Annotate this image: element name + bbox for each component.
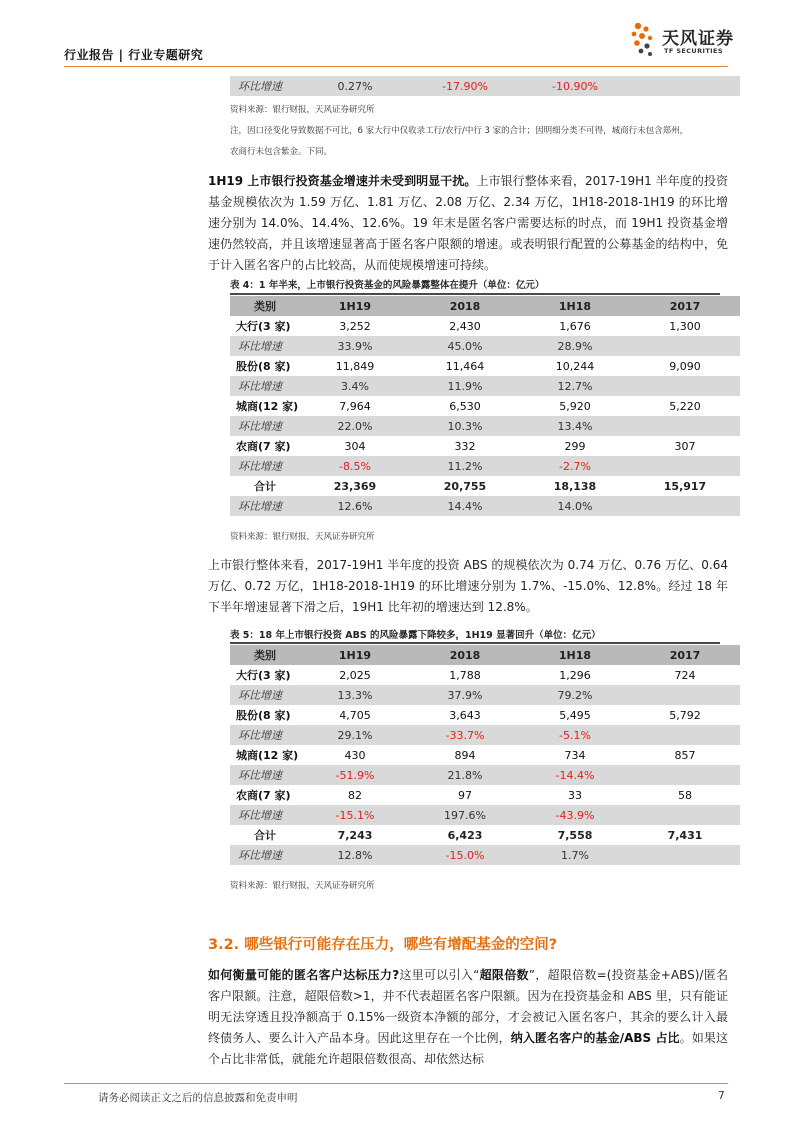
table4-cell: 10,244 (520, 356, 630, 376)
table4-cell: 3.4% (300, 376, 410, 396)
table4-cell: 299 (520, 436, 630, 456)
paragraph-abs-growth: 上市银行整体来看，2017-19H1 半年度的投资 ABS 的规模依次为 0.74 万亿、0.76 万亿、0.64 万亿、0.72 万亿，1H18-2018-1H19 的环比增速分别为 1.7%、-15.0%、12.8%。经过 18 年下半年增速显著下滑之后，19H1 比年初的增速达到 12.8%。 (208, 558, 728, 614)
table4-cell: 332 (410, 436, 520, 456)
table4-row-label: 环比增速 (230, 416, 300, 436)
table4-row-label: 农商(7 家) (230, 436, 300, 456)
table5-cell: 1,296 (520, 665, 630, 685)
table4-row-label: 环比增速 (230, 376, 300, 396)
table5-cell (630, 685, 740, 705)
table4-row-label: 环比增速 (230, 456, 300, 476)
table5-cell: 37.9% (410, 685, 520, 705)
table-cell (630, 76, 740, 96)
table4-cell: 20,755 (443, 479, 487, 493)
paragraph3-lead: 如何衡量可能的匿名客户达标压力? (208, 968, 400, 982)
table4-cell: 5,920 (520, 396, 630, 416)
table5-caption: 表 5：18 年上市银行投资 ABS 的风险暴露下降较多，1H19 显著回升（单位：亿元） (230, 630, 601, 641)
table5-row (230, 805, 740, 825)
table5-cell: 857 (630, 745, 740, 765)
table4-cell: 304 (300, 436, 410, 456)
table5-header-cell: 类别 (230, 645, 300, 665)
table5-cell: 1,788 (410, 665, 520, 685)
source-note-top: 资料来源：银行财报，天风证券研究所 (230, 105, 375, 115)
table4-source: 资料来源：银行财报，天风证券研究所 (230, 532, 375, 542)
table5-cell: 21.8% (410, 765, 520, 785)
paragraph3-text-1: 这里可以引入“ (399, 968, 480, 982)
table5-row-label: 环比增速 (230, 725, 300, 745)
paragraph3-term: 超限倍数 (479, 968, 529, 982)
table5-header-cell: 2018 (410, 645, 520, 665)
table-cell: -17.90% (410, 76, 520, 96)
table4-row-label: 合计 (254, 480, 276, 493)
table4-row (230, 436, 740, 456)
table4-row-label: 城商(12 家) (230, 396, 300, 416)
table4-row (230, 476, 740, 496)
table5-cell: -33.7% (410, 725, 520, 745)
table4-cell: 5,220 (630, 396, 740, 416)
table4-cell: 11.9% (410, 376, 520, 396)
table4-row (230, 376, 740, 396)
paragraph3-text-2: ”，超限倍数=(投资基金+ABS)/匿名客户限额。注意，超限倍数>1，并不代表超匿名客户限额。因为在投资基金和 ABS 里，只有能证明无法穿透且投净额高于 0.15%一级资本净额的部分，才会被记入匿名客户，其余的要么计入最终债务人、要么计入产品本身。因此这里存在一个比例， (208, 968, 728, 1045)
table4-cell: 7,964 (300, 396, 410, 416)
table5-top-rule (230, 642, 720, 644)
table4-row (230, 496, 740, 516)
table4-row-label: 环比增速 (230, 336, 300, 356)
table4-cell: 3,252 (300, 316, 410, 336)
table5-cell: -15.0% (410, 845, 520, 865)
table5-row-label: 环比增速 (230, 765, 300, 785)
table5-cell: 1.7% (520, 845, 630, 865)
table4-cell: 1,300 (630, 316, 740, 336)
footer-divider (64, 1083, 728, 1084)
table4-cell: 45.0% (410, 336, 520, 356)
table5-header-cell: 2017 (630, 645, 740, 665)
paragraph3-emphasis: 纳入匿名客户的基金/ABS 占比 (510, 1031, 680, 1045)
table5-source: 资料来源：银行财报，天风证券研究所 (230, 881, 375, 891)
table4-cell: 18,138 (553, 479, 597, 493)
table4-cell: 11,849 (300, 356, 410, 376)
table5-cell: -5.1% (520, 725, 630, 745)
table5-cell: 3,643 (410, 705, 520, 725)
table5-cell: 97 (410, 785, 520, 805)
table5-cell: 2,025 (300, 665, 410, 685)
table5-row-label: 股份(8 家) (230, 705, 300, 725)
table4-cell (630, 376, 740, 396)
table5-row-label: 城商(12 家) (230, 745, 300, 765)
table5-row (230, 705, 740, 725)
paragraph-fund-growth (208, 171, 728, 276)
table-row (230, 76, 740, 96)
table5-cell: 894 (410, 745, 520, 765)
header-divider (64, 66, 728, 67)
table5-row (230, 825, 740, 845)
logo-name: 天风证券 (662, 29, 734, 49)
table5-row-label: 农商(7 家) (230, 785, 300, 805)
section-title: 3.2. 哪些银行可能存在压力，哪些有增配基金的空间? (208, 937, 558, 953)
table4-row (230, 456, 740, 476)
table4-cell: 11,464 (410, 356, 520, 376)
table5-header-row (230, 645, 740, 665)
table5-cell: 6,423 (447, 828, 483, 842)
table5-header-cell: 1H19 (300, 645, 410, 665)
table5-cell: 33 (520, 785, 630, 805)
table5-cell: 7,243 (337, 828, 373, 842)
table4-row (230, 416, 740, 436)
table5-cell: 197.6% (410, 805, 520, 825)
table4-cell: 11.2% (410, 456, 520, 476)
table4-header-cell: 2017 (630, 296, 740, 316)
paragraph-lead: 1H19 上市银行投资基金增速并未受到明显干扰。 (208, 174, 477, 188)
paragraph-anonymous-client (208, 965, 728, 1070)
table4-row (230, 336, 740, 356)
paragraph3-text-3: 。如果这个占比非常低，就能允许超限倍数很高、却依然达标 (208, 1031, 728, 1066)
table4-row-label: 股份(8 家) (230, 356, 300, 376)
table4-cell: 9,090 (630, 356, 740, 376)
table4-header-cell: 类别 (230, 296, 300, 316)
table5-cell: 7,558 (557, 828, 593, 842)
table5-cell: -14.4% (520, 765, 630, 785)
table5-row-label: 环比增速 (230, 805, 300, 825)
logo-english: TF SECURITIES (664, 47, 723, 55)
footer-disclaimer: 请务必阅读正文之后的信息披露和免责申明 (98, 1092, 298, 1104)
table4-header-cell: 2018 (410, 296, 520, 316)
table5-cell: 724 (630, 665, 740, 685)
table5-row (230, 785, 740, 805)
table5-cell: -15.1% (300, 805, 410, 825)
footnote-line-1: 注，因口径变化导致数据不可比，6 家大行中仅收录工行/农行/中行 3 家的合计；因明细分类不可得，城商行未包含郑州， (230, 126, 689, 136)
table4-header-cell: 1H19 (300, 296, 410, 316)
table4-cell: 6,530 (410, 396, 520, 416)
table-cell: 0.27% (300, 76, 410, 96)
table5-cell: 79.2% (520, 685, 630, 705)
table5-row (230, 725, 740, 745)
table5-cell: 29.1% (300, 725, 410, 745)
tf-logo-icon (628, 20, 658, 64)
table4-cell (630, 456, 740, 476)
table4-cell: -2.7% (520, 456, 630, 476)
company-logo (628, 20, 738, 64)
table5-cell: 58 (630, 785, 740, 805)
table4-cell: 1,676 (520, 316, 630, 336)
table4-cell (630, 496, 740, 516)
table4-cell: 12.6% (300, 496, 410, 516)
table4-header-cell: 1H18 (520, 296, 630, 316)
table4 (230, 296, 740, 516)
table4-cell: 14.4% (410, 496, 520, 516)
table4-cell: 307 (630, 436, 740, 456)
table5-row (230, 845, 740, 865)
table4-cell: 28.9% (520, 336, 630, 356)
page-number: 7 (718, 1090, 725, 1102)
table4-row (230, 316, 740, 336)
table5-row-label: 环比增速 (230, 685, 300, 705)
table4-row-label: 环比增速 (230, 496, 300, 516)
table4-cell (630, 336, 740, 356)
table4-header-row (230, 296, 740, 316)
table5-cell: 12.8% (300, 845, 410, 865)
table5-row (230, 745, 740, 765)
table4-row (230, 356, 740, 376)
table4-cell: 13.4% (520, 416, 630, 436)
table-continued (230, 76, 740, 96)
table5-cell: -43.9% (520, 805, 630, 825)
table5-cell: -51.9% (300, 765, 410, 785)
table-cell: -10.90% (520, 76, 630, 96)
table5-cell: 430 (300, 745, 410, 765)
table-row-label: 环比增速 (230, 76, 300, 96)
table4-cell: 2,430 (410, 316, 520, 336)
table4-cell: 10.3% (410, 416, 520, 436)
table4-row (230, 396, 740, 416)
table5-cell (630, 725, 740, 745)
table5-cell: 734 (520, 745, 630, 765)
paragraph-body: 上市银行整体来看，2017-19H1 半年度的投资基金规模依次为 1.59 万亿、1.81 万亿、2.08 万亿、2.34 万亿，1H18-2018-1H19 的环比增速分别为 14.0%、14.4%、12.6%。19 年末是匿名客户需要达标的时点，而 19H1 投资基金增速仍然较高，并且该增速显著高于匿名客户限额的增速。或表明银行配置的公募基金的结构中，免于计入匿名客户的占比较高，从而使规模增速可持续。 (208, 174, 728, 272)
table5-row-label: 合计 (254, 829, 276, 842)
table5-cell: 82 (300, 785, 410, 805)
table5-row-label: 大行(3 家) (230, 665, 300, 685)
table5-cell (630, 765, 740, 785)
table5-cell: 13.3% (300, 685, 410, 705)
table4-cell: 12.7% (520, 376, 630, 396)
table4-caption: 表 4：1 年半来，上市银行投资基金的风险暴露整体在提升（单位：亿元） (230, 280, 545, 291)
table5-cell: 5,495 (520, 705, 630, 725)
table4-cell: 23,369 (333, 479, 377, 493)
table5-cell: 5,792 (630, 705, 740, 725)
table5-row-label: 环比增速 (230, 845, 300, 865)
table5-row (230, 765, 740, 785)
table4-cell: 14.0% (520, 496, 630, 516)
table5-row (230, 665, 740, 685)
table4-row-label: 大行(3 家) (230, 316, 300, 336)
table4-cell: 33.9% (300, 336, 410, 356)
table5-row (230, 685, 740, 705)
table4-cell: -8.5% (300, 456, 410, 476)
table5 (230, 645, 740, 865)
report-category: 行业报告 | 行业专题研究 (64, 48, 204, 62)
table4-cell: 15,917 (663, 479, 707, 493)
table5-cell (630, 805, 740, 825)
table4-top-rule (230, 293, 720, 295)
table5-header-cell: 1H18 (520, 645, 630, 665)
table4-cell (630, 416, 740, 436)
table5-cell: 4,705 (300, 705, 410, 725)
table5-cell: 7,431 (667, 828, 703, 842)
table5-cell (630, 845, 740, 865)
footnote-line-2: 农商行未包含紫金。下同。 (230, 147, 333, 157)
table4-cell: 22.0% (300, 416, 410, 436)
